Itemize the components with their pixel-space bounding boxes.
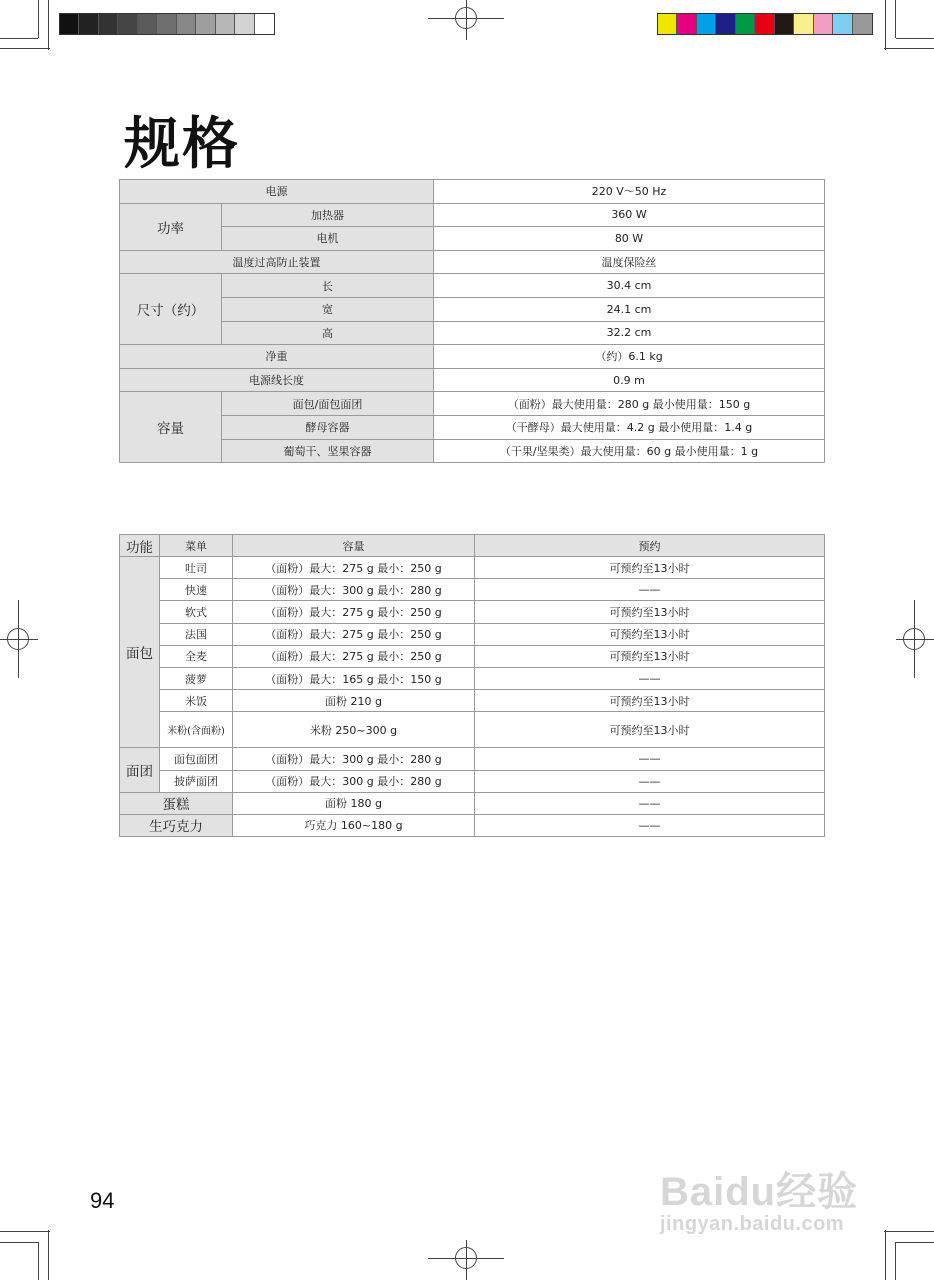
table-row [120,601,825,623]
color-swatch [736,14,755,34]
spec-label: 电源线长度 [120,368,434,392]
table-row [120,792,825,814]
spec-label: 净重 [120,345,434,369]
capacity-cell: （面粉）最大：165 g 最小：150 g [233,667,475,689]
column-header: 预约 [475,535,825,557]
specifications-table [119,179,825,463]
menu-cell: 菠萝 [160,667,233,689]
table-row [120,748,825,770]
watermark-url: jingyan.baidu.com [660,1213,845,1235]
function-label: 蛋糕 [120,792,233,814]
spec-value: （干果/坚果类）最大使用量：60 g 最小使用量：1 g [434,439,825,463]
spec-value: 360 W [434,203,825,227]
column-header: 容量 [233,535,475,557]
table-row [120,297,825,321]
table-row [120,667,825,689]
timer-cell: 可预约至13小时 [475,557,825,579]
table-row [120,623,825,645]
color-swatch [775,14,794,34]
timer-cell: 可预约至13小时 [475,623,825,645]
spec-value: 80 W [434,227,825,251]
spec-label: 宽 [222,297,434,321]
spec-value: 220 V～50 Hz [434,180,825,204]
capacity-cell: 米粉 250~300 g [233,712,475,748]
timer-cell: 可预约至13小时 [475,601,825,623]
spec-label: 加热器 [222,203,434,227]
timer-cell: —— [475,770,825,792]
capacity-cell: 面粉 210 g [233,690,475,712]
column-header: 菜单 [160,535,233,557]
spec-value: 32.2 cm [434,321,825,345]
spec-group-label: 尺寸（约） [120,274,222,345]
table-row [120,439,825,463]
spec-value: （干酵母）最大使用量：4.2 g 最小使用量：1.4 g [434,415,825,439]
menu-cell: 软式 [160,601,233,623]
gray-swatch [99,14,118,34]
menu-cell: 米粉(含面粉) [160,712,233,748]
capacity-cell: 巧克力 160~180 g [233,814,475,836]
color-swatch [814,14,833,34]
watermark [660,1160,858,1236]
gray-swatch [177,14,196,34]
color-swatch [794,14,813,34]
color-swatch [697,14,716,34]
table-row [120,180,825,204]
spec-value: （面粉）最大使用量：280 g 最小使用量：150 g [434,392,825,416]
table-row [120,770,825,792]
timer-cell: 可预约至13小时 [475,712,825,748]
spec-group-label: 功率 [120,203,222,250]
spec-label: 长 [222,274,434,298]
menu-cell: 米饭 [160,690,233,712]
spec-label: 温度过高防止装置 [120,250,434,274]
spec-label: 高 [222,321,434,345]
gray-swatch [138,14,157,34]
capacity-cell: （面粉）最大：300 g 最小：280 g [233,770,475,792]
spec-group-label: 容量 [120,392,222,463]
table-row [120,712,825,748]
table-row [120,579,825,601]
function-label: 生巧克力 [120,814,233,836]
menu-cell: 披萨面团 [160,770,233,792]
color-swatch [833,14,852,34]
timer-cell: 可预约至13小时 [475,690,825,712]
menu-cell: 快速 [160,579,233,601]
table-header-row [120,535,825,557]
gray-swatch [216,14,235,34]
spec-value: 0.9 m [434,368,825,392]
timer-cell: —— [475,579,825,601]
table-row [120,645,825,667]
menu-cell: 法国 [160,623,233,645]
capacity-cell: （面粉）最大：275 g 最小：250 g [233,557,475,579]
table-row [120,392,825,416]
function-capacity-table [119,534,825,837]
table-row [120,203,825,227]
color-swatch [716,14,735,34]
table-row [120,321,825,345]
timer-cell: —— [475,814,825,836]
capacity-cell: （面粉）最大：300 g 最小：280 g [233,579,475,601]
spec-value: 24.1 cm [434,297,825,321]
gray-swatch [118,14,137,34]
spec-value: 30.4 cm [434,274,825,298]
spec-label: 面包/面包面团 [222,392,434,416]
color-swatch [658,14,677,34]
color-swatch [755,14,774,34]
table-row [120,345,825,369]
watermark-brand: Baidu经验 [660,1170,859,1214]
gray-swatch [60,14,79,34]
page-number: 94 [90,1188,115,1213]
gray-swatch [157,14,176,34]
menu-cell: 吐司 [160,557,233,579]
color-calibration-bar [657,13,873,35]
gray-swatch [196,14,215,34]
function-group-label: 面包 [120,557,160,748]
gray-swatch [235,14,254,34]
table-row [120,557,825,579]
table-row [120,250,825,274]
menu-cell: 全麦 [160,645,233,667]
spec-value: （约）6.1 kg [434,345,825,369]
table-row [120,227,825,251]
function-group-label: 面团 [120,748,160,792]
table-row [120,690,825,712]
timer-cell: 可预约至13小时 [475,645,825,667]
table-row [120,415,825,439]
color-swatch [853,14,872,34]
table-row [120,814,825,836]
capacity-cell: （面粉）最大：275 g 最小：250 g [233,645,475,667]
spec-label: 电源 [120,180,434,204]
spec-label: 酵母容器 [222,415,434,439]
grayscale-calibration-bar [59,13,275,35]
spec-label: 葡萄干、坚果容器 [222,439,434,463]
gray-swatch [79,14,98,34]
capacity-cell: 面粉 180 g [233,792,475,814]
menu-cell: 面包面团 [160,748,233,770]
table-row [120,274,825,298]
gray-swatch [255,14,274,34]
timer-cell: —— [475,792,825,814]
spec-value: 温度保险丝 [434,250,825,274]
timer-cell: —— [475,667,825,689]
table-row [120,368,825,392]
column-header: 功能 [120,535,160,557]
timer-cell: —— [475,748,825,770]
color-swatch [677,14,696,34]
page-title: 规格 [124,112,240,177]
capacity-cell: （面粉）最大：300 g 最小：280 g [233,748,475,770]
capacity-cell: （面粉）最大：275 g 最小：250 g [233,601,475,623]
capacity-cell: （面粉）最大：275 g 最小：250 g [233,623,475,645]
spec-label: 电机 [222,227,434,251]
